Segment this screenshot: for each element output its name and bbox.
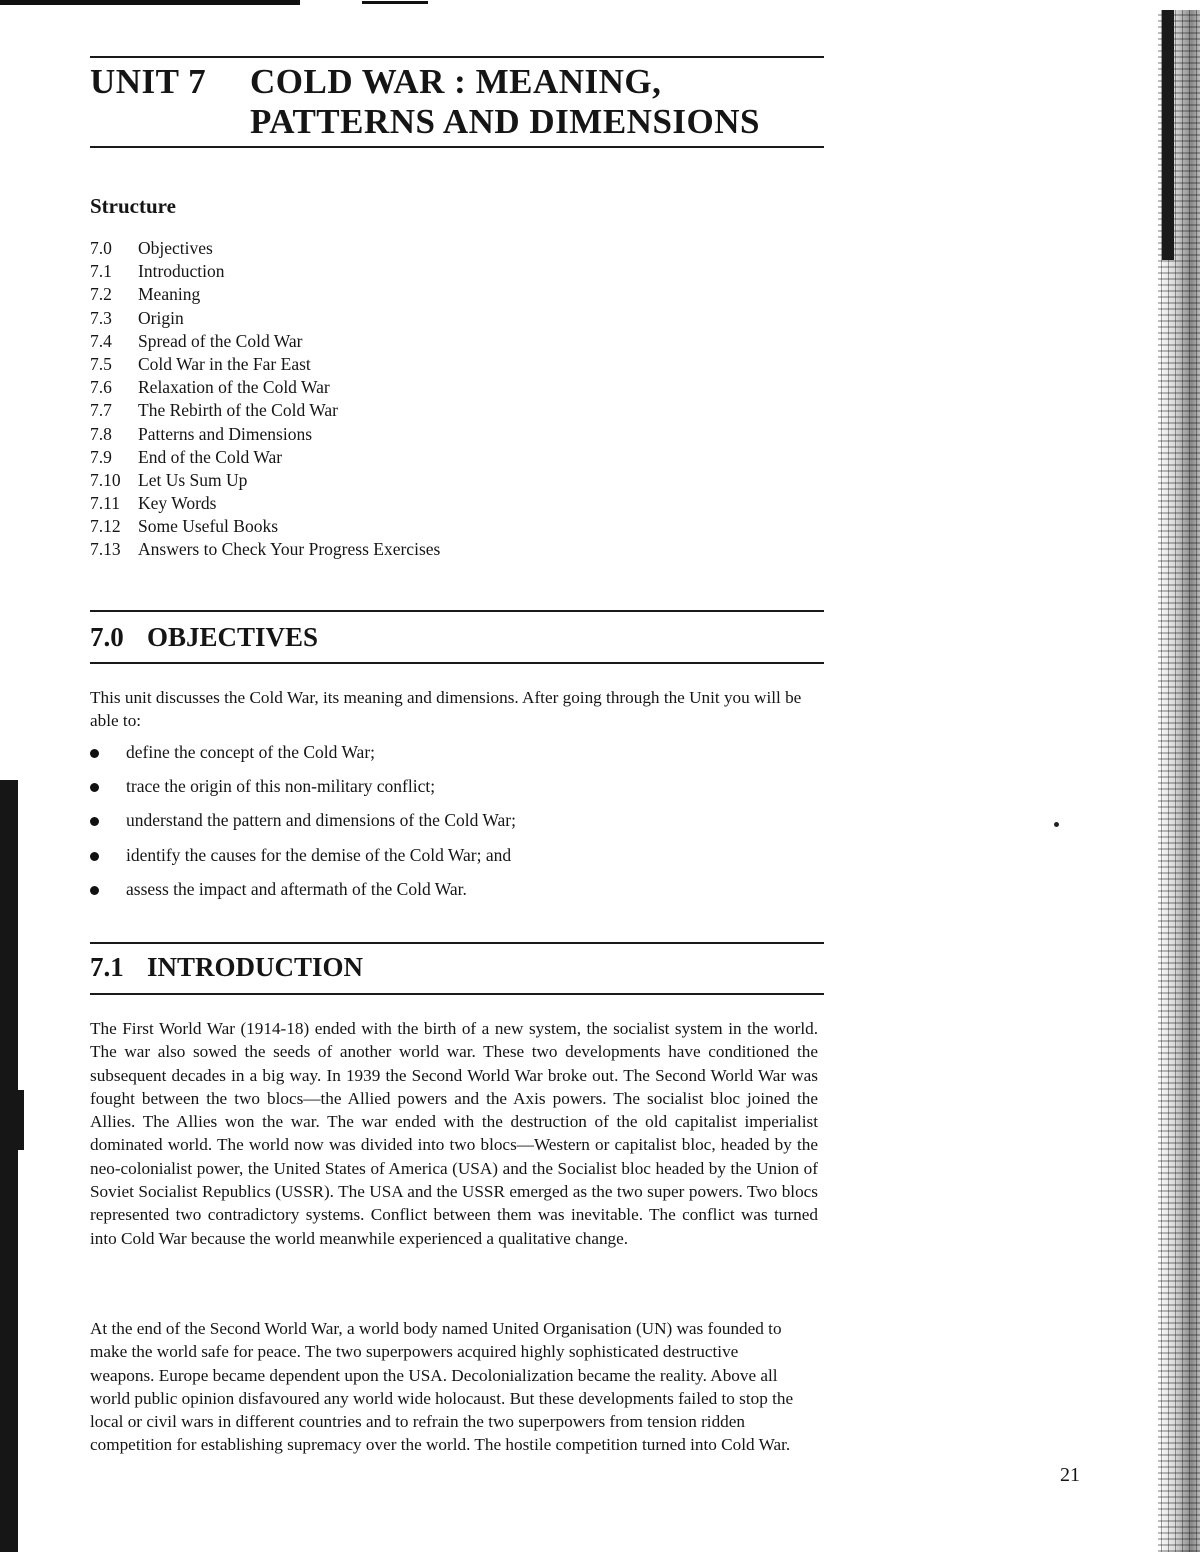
rule-top xyxy=(90,56,824,58)
bullet-icon xyxy=(90,886,99,895)
structure-item-number: 7.10 xyxy=(90,469,121,490)
structure-item-number: 7.3 xyxy=(90,307,112,328)
rule-under-title xyxy=(90,146,824,148)
unit-number: UNIT 7 xyxy=(90,62,207,101)
structure-item xyxy=(90,377,440,400)
structure-item xyxy=(90,261,440,284)
structure-item-label: Let Us Sum Up xyxy=(138,469,248,490)
scan-edge-top-fragment xyxy=(362,1,428,4)
objective-text: identify the causes for the demise of the Cold War; and xyxy=(126,844,512,865)
structure-item xyxy=(90,470,440,493)
objective-text: define the concept of the Cold War; xyxy=(126,742,376,762)
objective-text: trace the origin of this non-military conflict; xyxy=(126,776,436,797)
structure-item-number: 7.0 xyxy=(90,238,112,258)
structure-item-label: Spread of the Cold War xyxy=(138,330,303,351)
structure-item-label: Some Useful Books xyxy=(138,516,278,537)
section-title: OBJECTIVES xyxy=(147,622,319,652)
structure-item xyxy=(90,539,440,562)
structure-item xyxy=(90,516,440,539)
structure-item-number: 7.7 xyxy=(90,400,112,421)
scan-edge-right-shadow xyxy=(1162,10,1174,260)
structure-item-number: 7.4 xyxy=(90,330,112,351)
scan-edge-left-notch xyxy=(18,1090,24,1150)
objective-item xyxy=(90,845,516,879)
structure-item-number: 7.6 xyxy=(90,377,112,398)
objective-item xyxy=(90,742,516,776)
structure-item-label: End of the Cold War xyxy=(138,446,283,467)
scan-edge-top xyxy=(0,0,300,5)
unit-title-line: PATTERNS AND DIMENSIONS xyxy=(250,102,761,141)
stray-mark xyxy=(1054,822,1059,827)
structure-item xyxy=(90,331,440,354)
structure-item-number: 7.2 xyxy=(90,284,112,305)
structure-item-number: 7.9 xyxy=(90,446,112,467)
structure-item-label: The Rebirth of the Cold War xyxy=(138,400,338,421)
section-heading-objectives xyxy=(90,622,318,653)
objective-text: assess the impact and aftermath of the Cold War. xyxy=(126,878,467,899)
bullet-icon xyxy=(90,852,99,861)
bullet-icon xyxy=(90,749,99,758)
structure-list xyxy=(90,238,440,563)
structure-item-label: Introduction xyxy=(138,261,225,282)
structure-item-number: 7.5 xyxy=(90,353,112,374)
bullet-icon xyxy=(90,783,99,792)
structure-heading: Structure xyxy=(90,194,176,218)
scan-edge-left xyxy=(0,780,18,1552)
rule-introduction-top xyxy=(90,942,824,944)
objective-item xyxy=(90,776,516,810)
structure-item xyxy=(90,238,440,261)
rule-objectives-top xyxy=(90,610,824,612)
objective-item xyxy=(90,879,516,913)
structure-item xyxy=(90,354,440,377)
section-number: 7.1 xyxy=(90,952,124,982)
introduction-paragraph: At the end of the Second World War, a world body named United Organisation (UN) was founded to make the world safe for peace. The two superpowers acquired highly sophisticated destructive weapons. Europe became dependent upon the USA. Decolonialization became the reality. Above all world public opinion disfavoured any world wide holocaust. But these developments failed to stop the local or civil wars in different countries and to refrain the two superpowers from tension ridden competition for establishing supremacy over the world. The hostile competition turned into Cold War. xyxy=(90,1319,794,1455)
bullet-icon xyxy=(90,817,99,826)
structure-item-number: 7.11 xyxy=(90,493,120,514)
objectives-list xyxy=(90,742,516,913)
structure-item-label: Meaning xyxy=(138,284,201,305)
structure-item-label: Patterns and Dimensions xyxy=(138,423,313,444)
section-title: INTRODUCTION xyxy=(147,952,364,982)
objectives-intro: This unit discusses the Cold War, its meaning and dimensions. After going through the Unit you will be able to: xyxy=(90,688,802,731)
structure-item-label: Answers to Check Your Progress Exercises xyxy=(138,539,441,560)
structure-item-number: 7.12 xyxy=(90,516,121,537)
structure-item-label: Relaxation of the Cold War xyxy=(138,377,330,398)
structure-item xyxy=(90,400,440,423)
section-number: 7.0 xyxy=(90,622,124,652)
rule-introduction-bottom xyxy=(90,993,824,995)
structure-item-label: Origin xyxy=(138,307,184,328)
structure-item-number: 7.8 xyxy=(90,423,112,444)
unit-title xyxy=(250,62,760,142)
structure-item xyxy=(90,284,440,307)
structure-item-label: Cold War in the Far East xyxy=(138,353,311,374)
structure-item-label: Key Words xyxy=(138,493,217,514)
section-heading-introduction xyxy=(90,952,363,983)
structure-item-number: 7.1 xyxy=(90,261,112,282)
structure-item-number: 7.13 xyxy=(90,539,121,560)
structure-item xyxy=(90,308,440,331)
objective-text: understand the pattern and dimensions of the Cold War; xyxy=(126,810,516,831)
introduction-paragraph: The First World War (1914-18) ended with the birth of a new system, the socialist system in the world. The war also sowed the seeds of another world war. These two developments have conditioned the subsequent decades in a big way. In 1939 the Second World War broke out. The Second World War was fought between the two blocs—the Allied powers and the Axis powers. The socialist bloc joined the Allies. The Allies won the war. The war ended with the destruction of the old capitalist imperialist dominated world. The world now was divided into two blocs—Western or capitalist bloc, headed by the neo-colonialist power, the United States of America (USA) and the Socialist bloc headed by the Union of Soviet Socialist Republics (USSR). The USA and the USSR emerged as the two super powers. Two blocs represented two contradictory systems. Conflict between them was inevitable. The conflict was turned into Cold War because the world meanwhile experienced a qualitative change. xyxy=(90,1019,818,1248)
structure-item-label: Objectives xyxy=(138,238,213,258)
unit-title-line: COLD WAR : MEANING, xyxy=(250,62,662,101)
structure-item xyxy=(90,424,440,447)
objective-item xyxy=(90,810,516,844)
structure-item xyxy=(90,447,440,470)
structure-item xyxy=(90,493,440,516)
page-number: 21 xyxy=(1060,1464,1080,1486)
rule-objectives-bottom xyxy=(90,662,824,664)
